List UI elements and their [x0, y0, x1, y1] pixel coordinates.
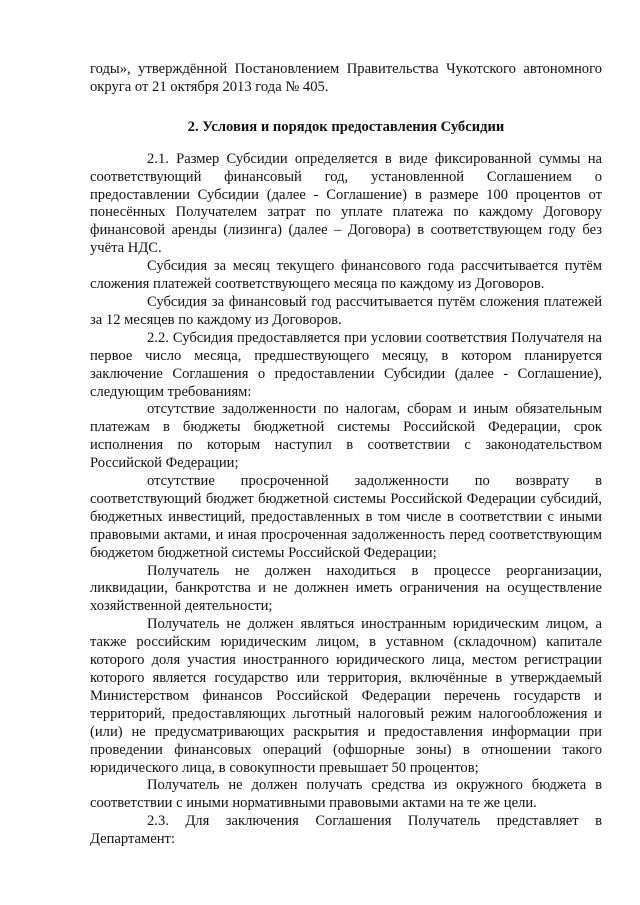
paragraph-program-reference: годы», утверждённой Постановлением Правительства Чукотского автономного округа от 21 октября 2013 года № 405. [90, 61, 602, 95]
paragraph-annual-subsidy: Субсидия за финансовый год рассчитывается путём сложения платежей за 12 месяцев по каждому из Договоров. [90, 293, 602, 328]
requirement-no-overdue-debt: отсутствие просроченной задолженности по возврату в соответствующий бюджет бюджетной системы Российской Федерации субсидий, бюджетных инвестиций, предоставленных в том числе в соответствии с иными правовыми актами, и иная просроченная задолженность перед соответствующим бюджетом бюджетной системы Российской Федерации; [90, 473, 602, 561]
requirement-not-foreign-entity: Получатель не должен являться иностранным юридическим лицом, а также российским юридическим лицом, в уставном (складочном) капитале которого доля участия иностранного юридического лица, местом регистрации которого является государство или территория, включённые в утверждаемый Министерством финансов Российской Федерации перечень государств и территорий, предоставляющих льготный налоговый режим налогообложения и (или) не предусматривающих раскрытия и предоставления информации при проведении финансовых операций (офшорные зоны) в отношении такого юридического лица, в совокупности превышает 50 процентов; [90, 616, 602, 776]
paragraph-2-2: 2.2. Субсидия предоставляется при условии соответствия Получателя на первое число месяца, предшествующего месяцу, в котором планируется заключение Соглашения о предоставлении Субсидии (далее - Соглашение), следующим требованиям: [90, 329, 602, 400]
requirement-no-other-funds: Получатель не должен получать средства из окружного бюджета в соответствии с иными нормативными правовыми актами на те же цели. [90, 777, 602, 812]
section-heading: 2. Условия и порядок предоставления Субсидии [187, 118, 505, 135]
requirement-no-reorganization: Получатель не должен находиться в процессе реорганизации, ликвидации, банкротства и не должнен иметь ограничения на осуществление хозяйственной деятельности; [90, 562, 602, 615]
paragraph-2-3: 2.3. Для заключения Соглашения Получатель представляет в Департамент: [90, 813, 602, 848]
paragraph-2-1: 2.1. Размер Субсидии определяется в виде фиксированной суммы на соответствующий финансовый год, установленной Соглашением о предоставлении Субсидии (далее - Соглашение) в размере 100 процентов от понесённых Получателем затрат по уплате платежа по каждому Договору финансовой аренды (лизинга) (далее – Договора) в соответствующем году без учёта НДС. [90, 150, 602, 257]
document-page [90, 61, 602, 849]
paragraph-monthly-subsidy: Субсидия за месяц текущего финансового года рассчитывается путём сложения платежей соответствующего месяца по каждому из Договоров. [90, 258, 602, 293]
requirement-no-tax-debt: отсутствие задолженности по налогам, сборам и иным обязательным платежам в бюджеты бюджетной системы Российской Федерации, срок исполнения по которым наступил в соответствии с законодательством Российской Федерации; [90, 401, 602, 472]
